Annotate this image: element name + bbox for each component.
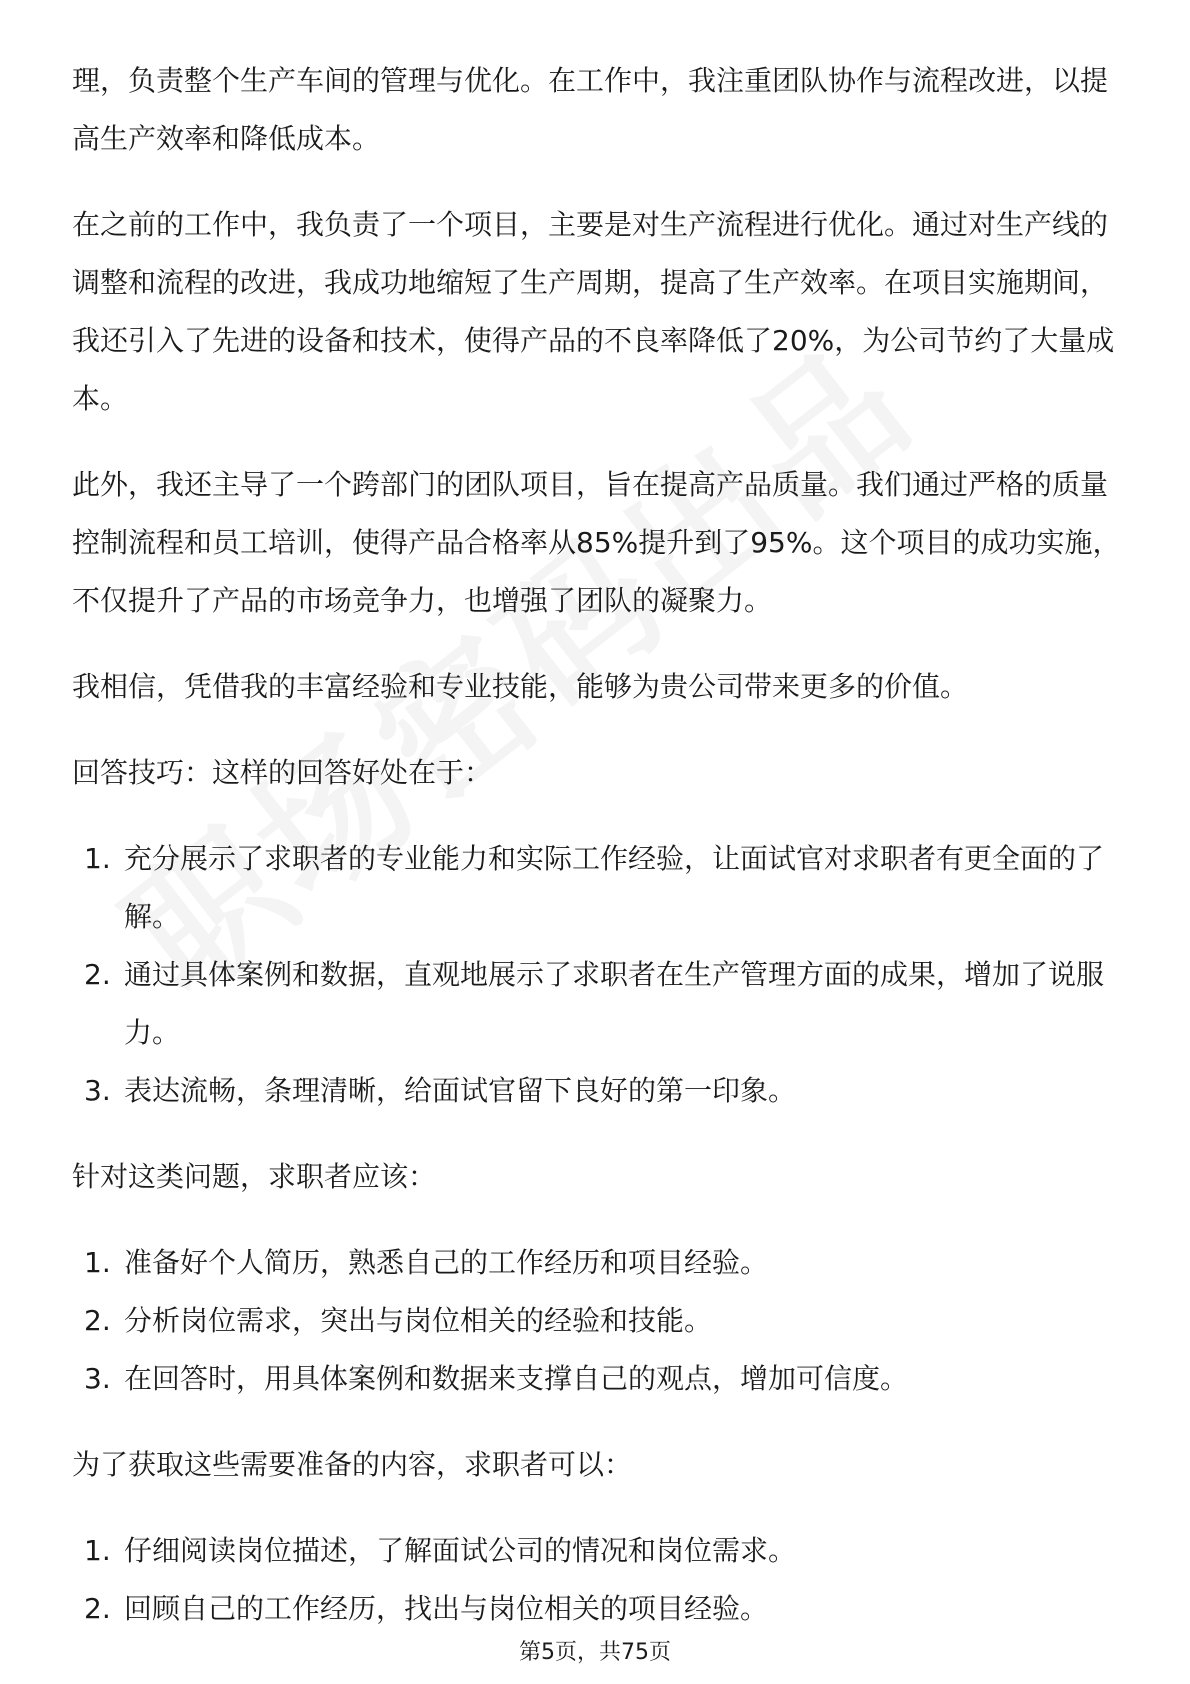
paragraph-intro-continuation: 理，负责整个生产车间的管理与优化。在工作中，我注重团队协作与流程改进，以提高生产效率和降低成本。 [72, 64, 1109, 155]
list-item-text: 分析岗位需求，突出与岗位相关的经验和技能。 [124, 1304, 713, 1337]
list-item [72, 1350, 1122, 1408]
prepare-list [72, 1522, 1122, 1638]
answer-tips-list [72, 830, 1122, 1120]
list-item [72, 1062, 1122, 1120]
page-number-footer: 第5页，共75页 [519, 1640, 671, 1665]
paragraph-answer-tips-heading: 回答技巧：这样的回答好处在于： [72, 756, 493, 789]
list-number: 1. [84, 1534, 111, 1567]
list-item-text: 准备好个人简历，熟悉自己的工作经历和项目经验。 [124, 1246, 769, 1279]
list-item [72, 1234, 1122, 1292]
paragraph-should-heading: 针对这类问题，求职者应该： [72, 1160, 437, 1193]
list-item [72, 1580, 1122, 1638]
list-number: 3. [84, 1074, 111, 1107]
list-item [72, 946, 1122, 1062]
list-item [72, 830, 1122, 946]
paragraph-quality-project: 此外，我还主导了一个跨部门的团队项目，旨在提高产品质量。我们通过严格的质量控制流程和员工培训，使得产品合格率从85%提升到了95%。这个项目的成功实施，不仅提升了产品的市场竞争力，也增强了团队的凝聚力。 [72, 468, 1121, 617]
list-item [72, 1522, 1122, 1580]
list-number: 2. [84, 1304, 111, 1337]
list-item-text: 通过具体案例和数据，直观地展示了求职者在生产管理方面的成果，增加了说服力。 [124, 958, 1105, 1049]
should-do-list [72, 1234, 1122, 1408]
document-body [72, 52, 1122, 1666]
list-number: 3. [84, 1362, 111, 1395]
list-item-text: 表达流畅，条理清晰，给面试官留下良好的第一印象。 [124, 1074, 797, 1107]
list-number: 2. [84, 958, 111, 991]
paragraph-closing-statement: 我相信，凭借我的丰富经验和专业技能，能够为贵公司带来更多的价值。 [72, 670, 969, 703]
list-number: 2. [84, 1592, 111, 1625]
list-item-text: 充分展示了求职者的专业能力和实际工作经验，让面试官对求职者有更全面的了解。 [124, 842, 1105, 933]
list-item-text: 在回答时，用具体案例和数据来支撑自己的观点，增加可信度。 [124, 1362, 909, 1395]
list-item-text: 回顾自己的工作经历，找出与岗位相关的项目经验。 [124, 1592, 769, 1625]
list-item-text: 仔细阅读岗位描述，了解面试公司的情况和岗位需求。 [124, 1534, 797, 1567]
list-number: 1. [84, 1246, 111, 1279]
paragraph-project-optimization: 在之前的工作中，我负责了一个项目，主要是对生产流程进行优化。通过对生产线的调整和流程的改进，我成功地缩短了生产周期，提高了生产效率。在项目实施期间，我还引入了先进的设备和技术，使得产品的不良率降低了20%，为公司节约了大量成本。 [72, 208, 1115, 415]
list-item [72, 1292, 1122, 1350]
paragraph-prepare-heading: 为了获取这些需要准备的内容，求职者可以： [72, 1448, 633, 1481]
list-number: 1. [84, 842, 111, 875]
